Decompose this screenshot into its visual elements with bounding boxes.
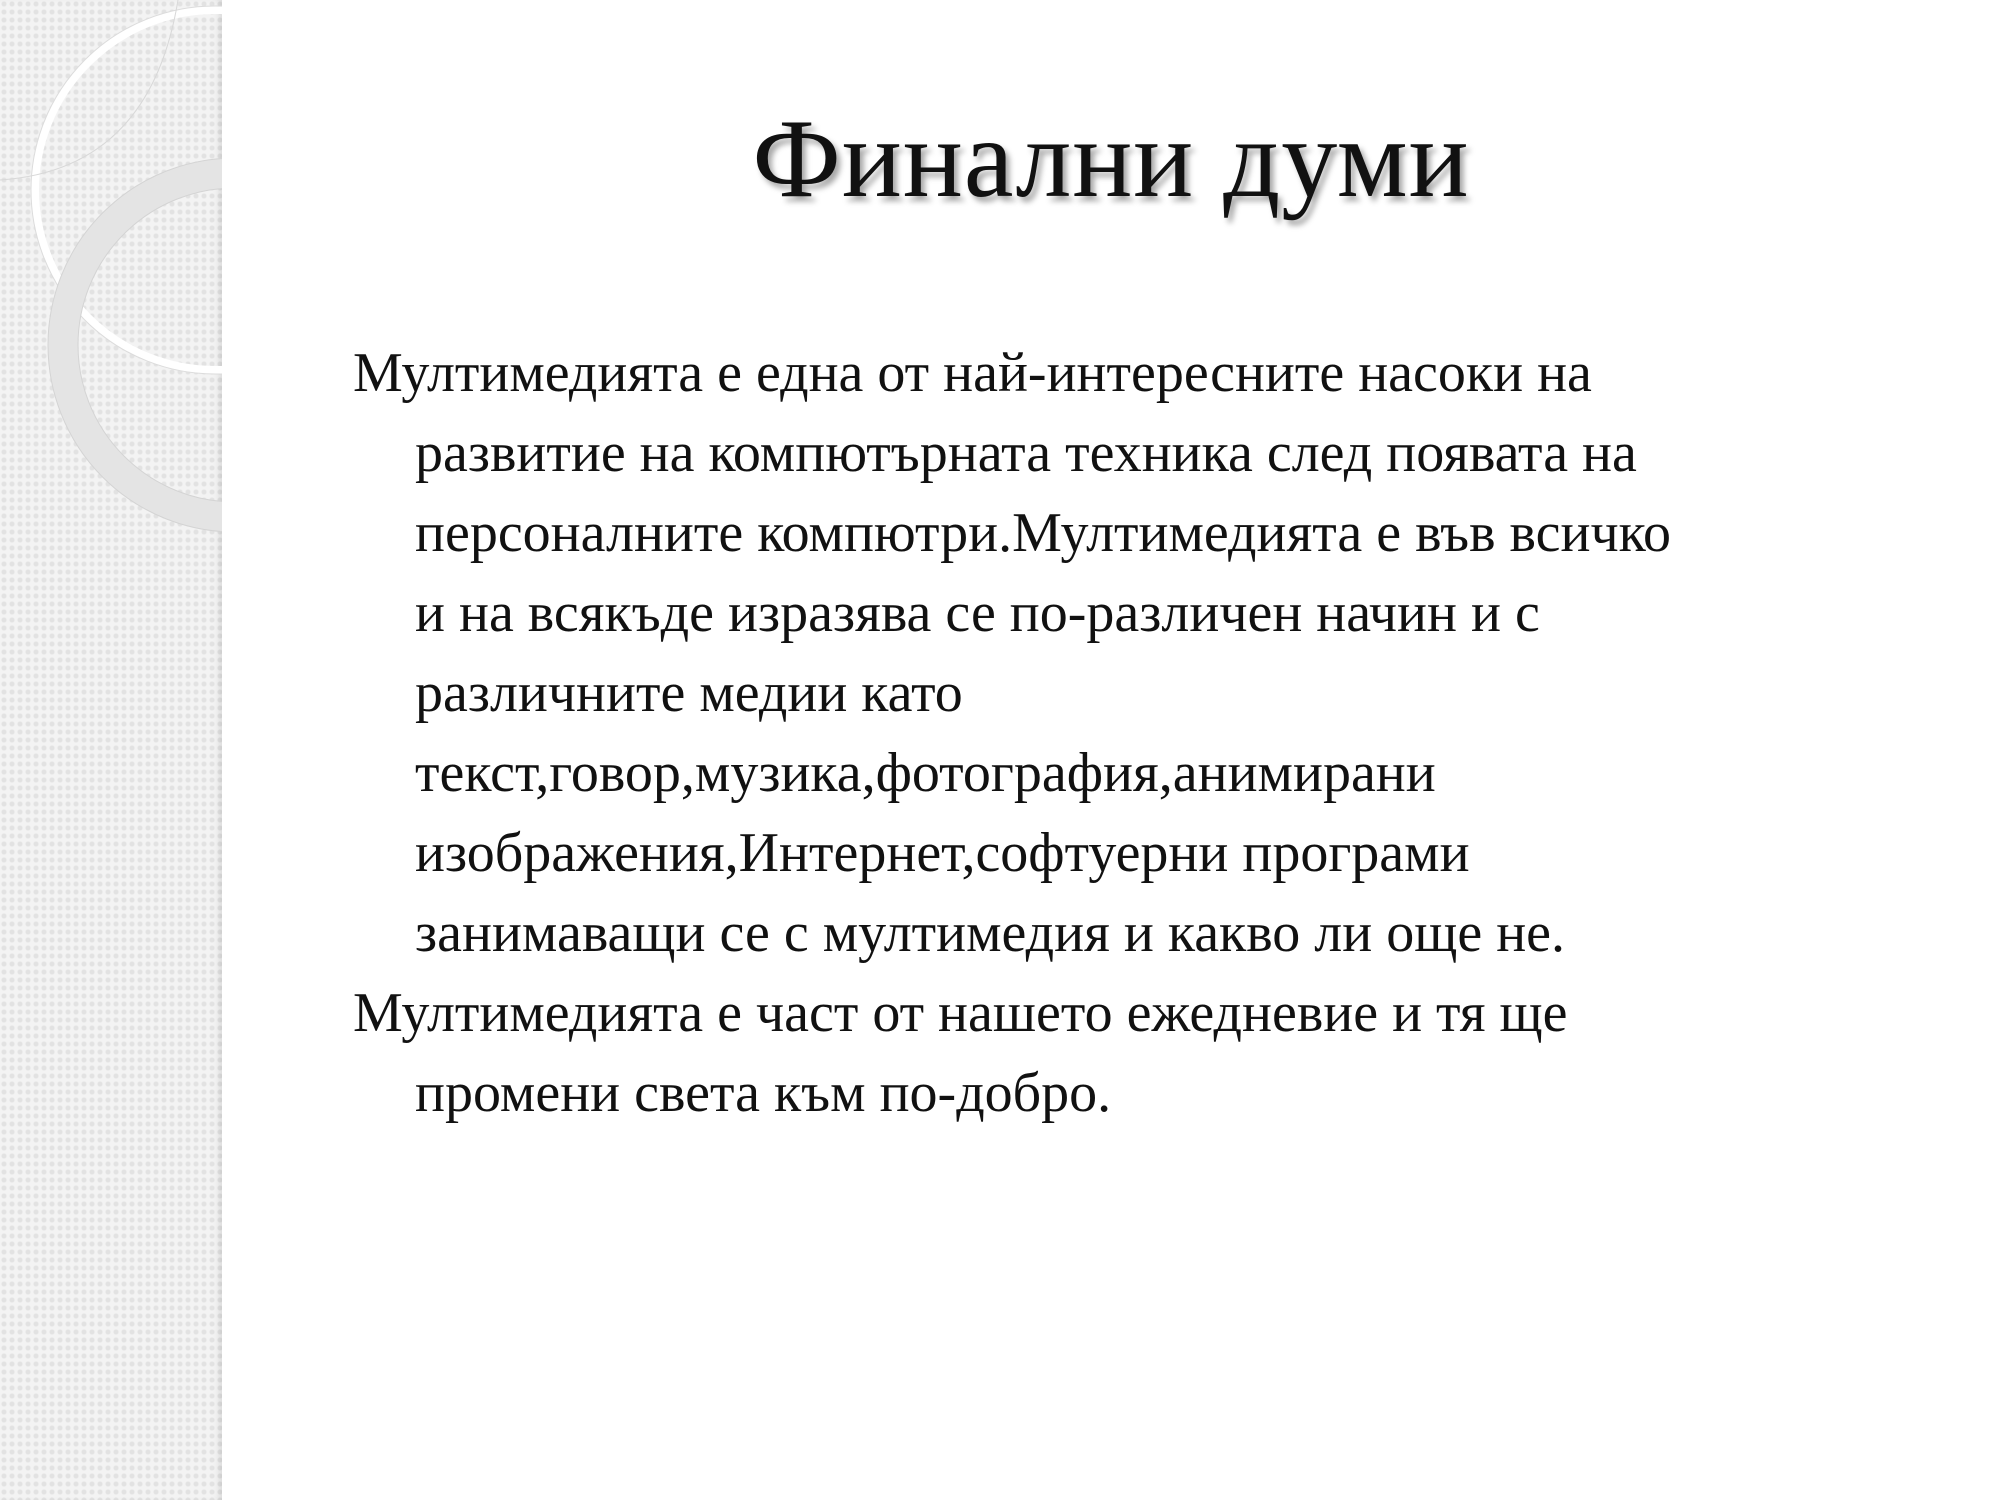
text-line: текст,говор,музика,фотография,анимирани — [415, 742, 1436, 804]
text-line: персоналните компютри.Мултимедията е във всичко — [415, 502, 1672, 564]
text-line: различните медии като — [415, 662, 963, 724]
text-line: промени света към по-добро. — [415, 1062, 1112, 1124]
paragraph-2 — [353, 973, 1671, 1133]
text-line: изображения,Интернет,софтуерни програми — [415, 822, 1470, 884]
decorative-sidebar — [0, 0, 222, 1500]
slide-body — [353, 333, 1671, 1133]
text-line: развитие на компютърната техника след появата на — [415, 422, 1637, 484]
slide-title: Финални думи — [752, 97, 1470, 221]
text-line: и на всякъде изразява се по-различен начин и с — [415, 582, 1540, 644]
text-line: Мултимедията е една от най-интересните насоки на — [353, 342, 1592, 404]
decorative-circles-icon — [0, 0, 222, 1500]
paragraph-1 — [353, 333, 1671, 973]
text-line: занимаващи се с мултимедия и какво ли още не. — [415, 902, 1566, 964]
text-line: Мултимедията е част от нашето ежедневие и тя ще — [353, 982, 1568, 1044]
